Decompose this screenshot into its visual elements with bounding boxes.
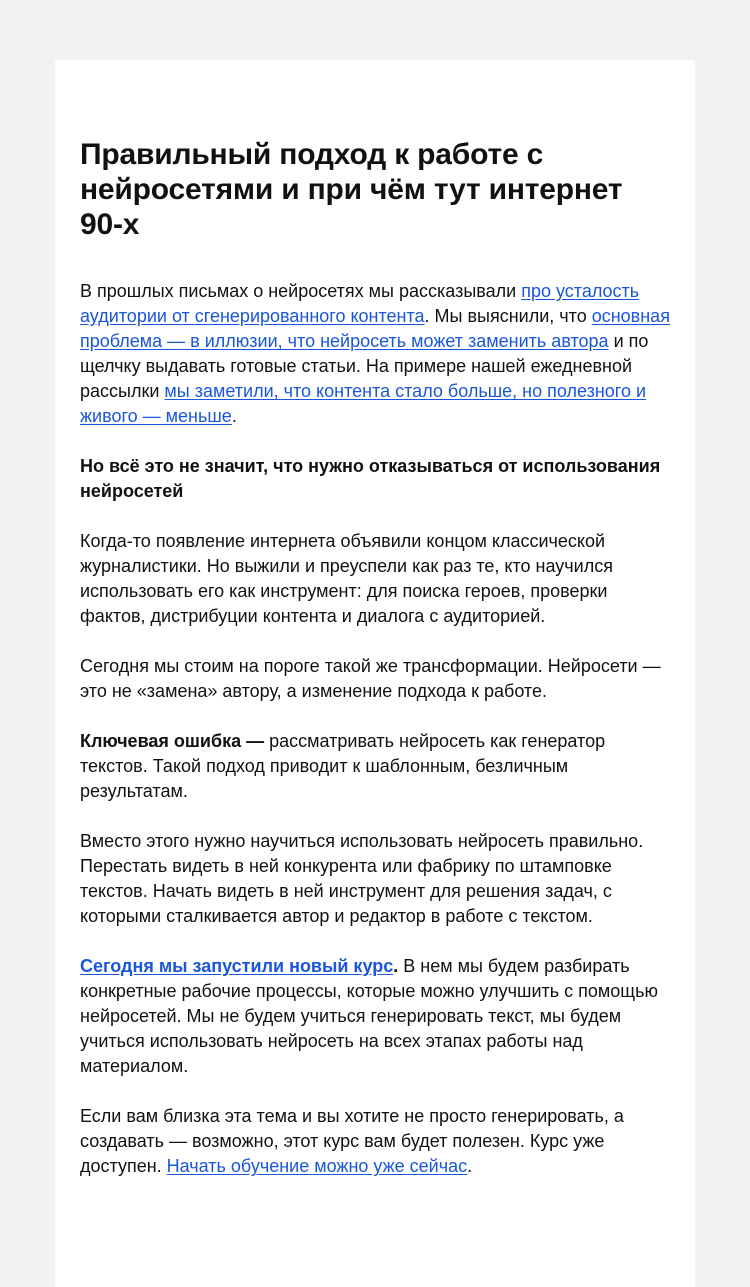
key-mistake-text: рассматривать нейросеть как генератор текстов. Такой подход приводит к шаблонным, безличным результатам.: [80, 731, 606, 801]
fatigue-article-link[interactable]: про усталость аудитории от сгенерированного контента: [80, 281, 640, 326]
closing-paragraph: [80, 1104, 670, 1179]
correct-usage-paragraph: Вместо этого нужно научиться использовать нейросеть правильно. Перестать видеть в ней конкурента или фабрику по штамповке текстов. Начать видеть в ней инструмент для решения задач, с которыми сталкивается автор и редактор в работе с текстом.: [80, 831, 644, 926]
intro-text-1: В прошлых письмах о нейросетях мы рассказывали: [80, 281, 522, 301]
intro-text-3: и по щелчку выдавать готовые статьи. На примере нашей ежедневной рассылки: [80, 331, 649, 401]
new-course-link[interactable]: Сегодня мы запустили новый курс: [80, 956, 394, 976]
bold-statement-text: Но всё это не значит, что нужно отказываться от использования нейросетей: [80, 456, 661, 501]
internet-history-paragraph: Когда-то появление интернета объявили концом классической журналистики. Но выжили и преуспели как раз те, кто научился использовать его как инструмент: для поиска героев, проверки фактов, дистрибуции контента и диалога с аудиторией.: [80, 531, 613, 626]
intro-text-2: . Мы выяснили, что: [424, 306, 592, 326]
illusion-article-link[interactable]: основная проблема — в иллюзии, что нейросеть может заменить автора: [80, 306, 670, 351]
course-description-text: В нем мы будем разбирать конкретные рабочие процессы, которые можно улучшить с помощью нейросетей. Мы не будем учиться генерировать текст, мы будем учиться использовать нейросеть на всех этапах работы над материалом.: [80, 956, 658, 1076]
key-mistake-paragraph: [80, 729, 670, 804]
newsletter-observation-link[interactable]: мы заметили, что контента стало больше, но полезного и живого — меньше: [80, 381, 647, 426]
intro-paragraph: [80, 279, 670, 429]
key-mistake-label: Ключевая ошибка —: [80, 731, 270, 751]
article-title: Правильный подход к работе с нейросетями и при чём тут интернет 90-х: [80, 138, 623, 241]
intro-text-4: .: [231, 406, 237, 426]
transformation-paragraph: Сегодня мы стоим на пороге такой же трансформации. Нейросети — это не «замена» автору, а изменение подхода к работе.: [80, 656, 661, 701]
start-learning-link[interactable]: Начать обучение можно уже сейчас: [166, 1156, 468, 1176]
closing-text: Если вам близка эта тема и вы хотите не просто генерировать, а создавать — возможно, этот курс вам будет полезен. Курс уже доступен.: [80, 1106, 624, 1176]
article-body: [80, 137, 670, 1179]
course-launch-paragraph: [80, 954, 670, 1079]
email-card: [55, 60, 695, 1287]
bold-statement: [80, 454, 670, 504]
course-link-period: .: [393, 956, 399, 976]
closing-period: .: [467, 1156, 473, 1176]
